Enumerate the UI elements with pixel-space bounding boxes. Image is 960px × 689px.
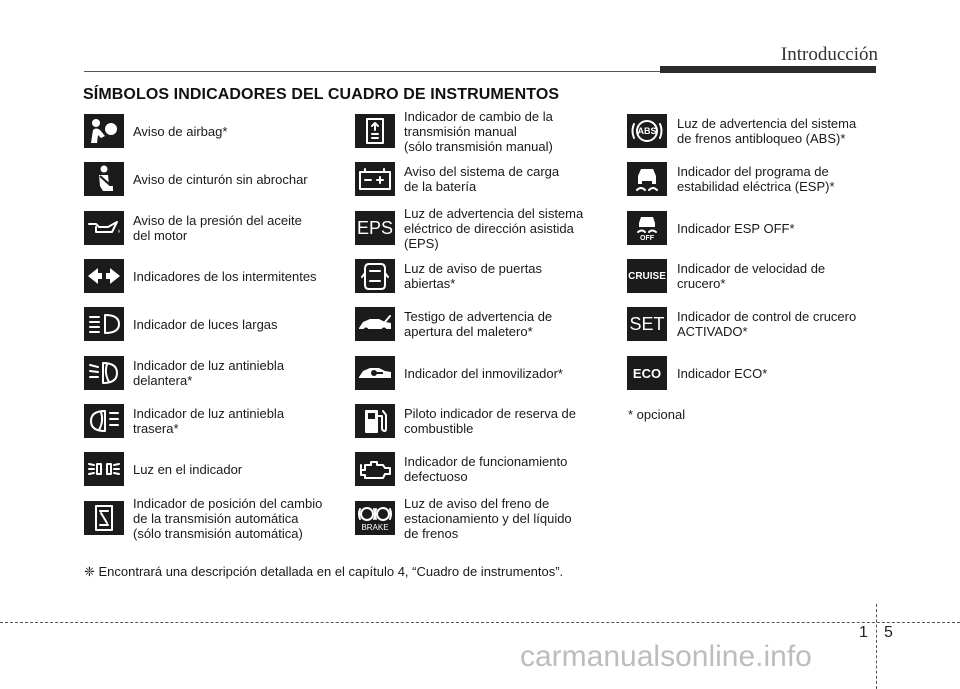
indicator-label: Indicador de luz antiniebla trasera*	[133, 406, 285, 436]
indicator-label: Luz de advertencia del sistema eléctrico de dirección asistida (EPS)	[404, 206, 584, 251]
optional-note: * opcional	[628, 407, 686, 422]
battery-charge-icon	[355, 162, 395, 196]
manual-shift-icon	[355, 114, 395, 148]
brake-icon-text: BRAKE	[361, 522, 389, 532]
indicator-label: Aviso de cinturón sin abrochar	[133, 172, 308, 187]
brake-warning-icon	[355, 501, 395, 535]
indicator-label: Piloto indicador de reserva de combustible	[404, 406, 576, 436]
indicator-label: Aviso del sistema de carga de la batería	[404, 164, 560, 194]
indicator-label: Indicador ESP OFF*	[677, 221, 795, 236]
header-title: Introducción	[780, 44, 878, 65]
front-fog-icon	[84, 356, 124, 390]
indicator-label: Testigo de advertencia de apertura del maletero*	[404, 309, 553, 339]
indicator-label: Luz en el indicador	[133, 462, 243, 477]
abs-icon	[627, 114, 667, 148]
oil-pressure-icon	[84, 211, 124, 245]
auto-shift-position-icon	[84, 501, 124, 535]
fuel-low-icon	[355, 404, 395, 438]
indicator-label: Indicador ECO*	[677, 366, 768, 381]
indicator-label: Luz de advertencia del sistema de frenos antibloqueo (ABS)*	[677, 116, 857, 146]
esp-icon	[627, 162, 667, 196]
indicator-label: Indicador de cambio de la transmisión manual (sólo transmisión manual)	[404, 109, 553, 154]
airbag-warning-icon	[84, 114, 124, 148]
eco-icon-text: ECO	[632, 365, 662, 381]
footer-rule	[0, 622, 960, 623]
indicator-label: Indicador del programa de estabilidad eléctrica (ESP)*	[677, 164, 835, 194]
cruise-icon-text: CRUISE	[628, 270, 666, 282]
indicator-label: Luz de aviso de puertas abiertas*	[404, 261, 543, 291]
esp-off-icon-text: OFF	[640, 235, 654, 242]
esp-off-icon	[627, 211, 667, 245]
indicator-label: Indicador de funcionamiento defectuoso	[404, 454, 568, 484]
high-beam-icon	[84, 307, 124, 341]
set-icon-text: SET	[629, 313, 665, 334]
indicator-label: Luz de aviso del freno de estacionamiento y del líquido de frenos	[404, 496, 572, 541]
page-number: 5	[884, 624, 893, 641]
indicator-label: Indicador de posición del cambio de la transmisión automática (sólo transmisión automática)	[133, 496, 323, 541]
door-open-icon	[355, 259, 395, 293]
eps-icon	[355, 211, 395, 245]
abs-icon-text: ABS	[637, 126, 657, 136]
header-rule	[84, 71, 662, 72]
header-rule-thick	[660, 66, 876, 73]
footnote: ❈ Encontrará una descripción detallada en el capítulo 4, “Cuadro de instrumentos”.	[84, 564, 564, 579]
light-on-icon	[84, 452, 124, 486]
set-icon	[627, 307, 667, 341]
cruise-icon	[627, 259, 667, 293]
page-number-divider	[876, 604, 877, 689]
rear-fog-icon	[84, 404, 124, 438]
section-title: SÍMBOLOS INDICADORES DEL CUADRO DE INSTRUMENTOS	[83, 86, 560, 103]
indicator-label: Indicadores de los intermitentes	[133, 269, 317, 284]
indicator-label: Indicador de control de crucero ACTIVADO*	[677, 309, 857, 339]
chapter-number: 1	[859, 624, 868, 641]
immobilizer-icon	[355, 356, 395, 390]
turn-signal-icon	[84, 259, 124, 293]
indicator-label: Indicador de velocidad de crucero*	[677, 261, 826, 291]
eps-icon-text: EPS	[356, 217, 394, 238]
watermark: carmanualsonline.info	[520, 640, 812, 673]
indicator-label: Aviso de airbag*	[133, 124, 228, 139]
seat-belt-warning-icon	[84, 162, 124, 196]
indicator-label: Indicador del inmovilizador*	[404, 366, 563, 381]
eco-icon	[627, 356, 667, 390]
trunk-open-icon	[355, 307, 395, 341]
indicator-label: Aviso de la presión del aceite del motor	[133, 213, 302, 243]
check-engine-icon	[355, 452, 395, 486]
indicator-label: Indicador de luz antiniebla delantera*	[133, 358, 285, 388]
indicator-label: Indicador de luces largas	[133, 317, 278, 332]
